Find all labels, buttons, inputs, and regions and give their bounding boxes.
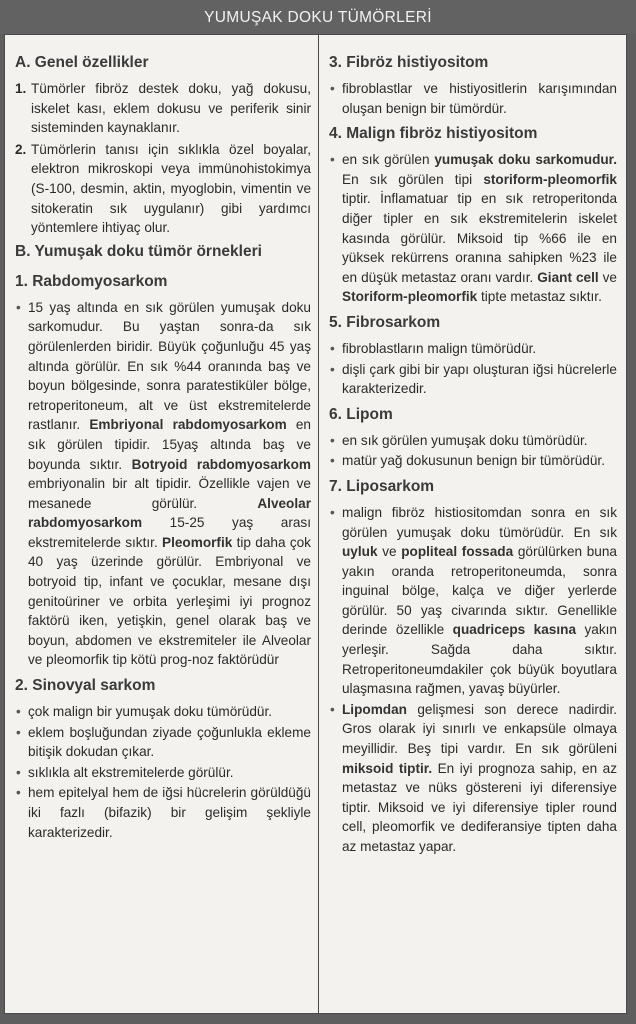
rabdomyosarkom-heading: 1. Rabdomyosarkom	[15, 272, 168, 290]
bold-term: miksoid tiptir.	[342, 760, 433, 776]
section-b-heading: B. Yumuşak doku tümör örnekleri	[15, 242, 262, 260]
list-item: • fibroblastlar ve histiyositlerin karışımından oluşan benign bir tümördür.	[329, 79, 617, 118]
text: ve	[377, 544, 402, 560]
bold-term: Pleomorfik	[162, 534, 233, 550]
rabdomyosarkom-text	[15, 298, 311, 670]
text: en sık görülen	[342, 152, 435, 168]
text: En iyi prognoza sahip, en az metastaz ve nüks göstereni iyi diferensiye tiptir. Miksoid ve iyi diferensiye tipler round cell, pleomorfik ve dediferansiye tipten daha az metastaz yapar.	[342, 760, 618, 854]
bold-term: Giant cell	[537, 269, 599, 285]
bold-term: uyluk	[342, 544, 378, 560]
text: en sık görülen tipidir. 15yaş altında baş ve boyunda sıktır.	[28, 417, 311, 472]
text: embriyonalin bir alt tipidir. Özellikle vajen ve mesanede görülür.	[28, 476, 311, 511]
bold-term: Lipomdan	[342, 701, 407, 717]
item-number: 1.	[15, 81, 27, 96]
list-item: • eklem boşluğundan ziyade çoğunlukla ekleme bitişik dokudan çıkar.	[15, 723, 311, 762]
bold-term: quadriceps kasına	[452, 622, 576, 638]
list-item	[15, 79, 311, 138]
list-item	[15, 140, 311, 238]
liposarkom-text-1	[329, 503, 617, 699]
list-item: • hem epitelyal hem de iğsi hücrelerin görüldüğü iki fazlı (bifazik) bir gelişim şekliyle karakterizedir.	[15, 783, 311, 842]
text: yakın yerleşir. Sağda daha sıktır. Retroperitoneumdakiler çok büyük boyutlara ulaşmasına rağmen, yavaş büyürler.	[342, 622, 617, 697]
fibroz-histiyositom-heading: 3. Fibröz histiyositom	[329, 54, 489, 71]
item-number: 2.	[15, 141, 27, 157]
right-column	[329, 53, 617, 858]
list-item: • fibroblastların malign tümörüdür.	[329, 339, 617, 359]
malign-fibroz-heading: 4. Malign fibröz histiyositom	[329, 125, 538, 143]
sinovyal-heading: 2. Sinovyal sarkom	[15, 677, 156, 695]
text: gelişmesi son derece nadirdir. Gros olarak iyi sınırlı ve enkapsüle olmaya meyillidir. Beş tipi vardır. En sık görüleni	[342, 701, 617, 757]
bold-term: Embriyonal rabdomyosarkom	[89, 417, 287, 433]
fibrosarkom-heading: 5. Fibrosarkom	[329, 313, 441, 331]
list-item: • çok malign bir yumuşak doku tümörüdür.	[15, 702, 311, 722]
bold-term: Alveolar rabdomyosarkom	[28, 495, 311, 531]
bold-term: storiform-pleomorfik	[483, 171, 617, 187]
item-text: Tümörlerin tanısı için sıklıkla özel boyalar, elektron mikroskopi veya immünohistokimya (S-100, desmin, aktin, myoglobin, vimentin ve sitokeratin sık uygulanır) gibi yardımcı yöntemlere ihtiyaç olur.	[31, 141, 311, 236]
left-column	[15, 53, 311, 843]
liposarkom-text-2	[329, 700, 617, 857]
lipom-heading: 6. Lipom	[329, 405, 393, 423]
text: 15-25 yaş arası ekstremitelerde sıktır.	[28, 515, 311, 550]
column-divider	[318, 35, 319, 1013]
page-title: YUMUŞAK DOKU TÜMÖRLERİ	[0, 0, 636, 34]
text: En sık görülen tipi	[342, 171, 484, 187]
text: tipte metastaz sıktır.	[477, 289, 602, 305]
bold-term: popliteal fossada	[401, 544, 514, 560]
text: malign fibröz histiositomdan sonra en sık görülen yumuşak doku tümörüdür. En sık	[342, 504, 617, 540]
text: ve	[598, 269, 617, 285]
malign-fibroz-text	[329, 150, 617, 307]
list-item: • en sık görülen yumuşak doku tümörüdür.	[329, 431, 617, 451]
list-item: • matür yağ dokusunun benign bir tümörüdür.	[329, 451, 617, 471]
content-box	[4, 34, 627, 1014]
text: görülürken buna yakın oranda retroperitoneumda, sonra inguinal bölge, kalça ve diğer yerlerde görülür. 50 yaş civarında sıktır. Genellikle derinde özellikle	[342, 544, 617, 638]
bold-term: yumuşak doku sarkomudur.	[434, 152, 617, 168]
text: 15 yaş altında en sık görülen yumuşak doku sarkomudur. Bu yaştan sonra-da sık görülenlerden biridir. Büyük çoğunluğu 45 yaş altında görülür. En sık %44 oranında baş ve boyun bölgesinde, sonra paratestiküler bölge, retroperitoneum, alt ve üst ekstremitelerde rastlanır.	[28, 299, 311, 433]
text: tiptir. İnflamatuar tip en sık retroperitonda diğer tipler en sık ekstremitelerin iskelet kasında görülür. Miksoid tip %66 ile en yüksek rekürrens oranına sahipken %23 ile en düşük metastaz oranı vardır.	[342, 191, 617, 285]
section-a-heading: A. Genel özellikler	[15, 54, 149, 71]
text: tip daha çok 40 yaş üzerinde görülür. Embriyonal ve botryoid tip, infant ve çocuklar, mesane dışı genitoüriner ve orbita yerleşimi iyi prognoz faktörü iken, yetişkin, genel olarak baş ve boyun, abdomen ve ekstremiteler ile Alveolar ve pleomorfik tip kötü prog-noz faktörüdür	[28, 534, 311, 668]
item-text: Tümörler fibröz destek doku, yağ dokusu, iskelet kası, eklem dokusu ve periferik sinir sisteminden kaynaklanır.	[31, 81, 311, 136]
liposarkom-heading: 7. Liposarkom	[329, 477, 435, 495]
bold-term: Botryoid rabdomyosarkom	[131, 456, 311, 472]
bold-term: Storiform-pleomorfik	[342, 289, 478, 305]
list-item: • dişli çark gibi bir yapı oluşturan iğsi hücrelerle karakterizedir.	[329, 360, 617, 399]
list-item: • sıklıkla alt ekstremitelerde görülür.	[15, 763, 311, 783]
